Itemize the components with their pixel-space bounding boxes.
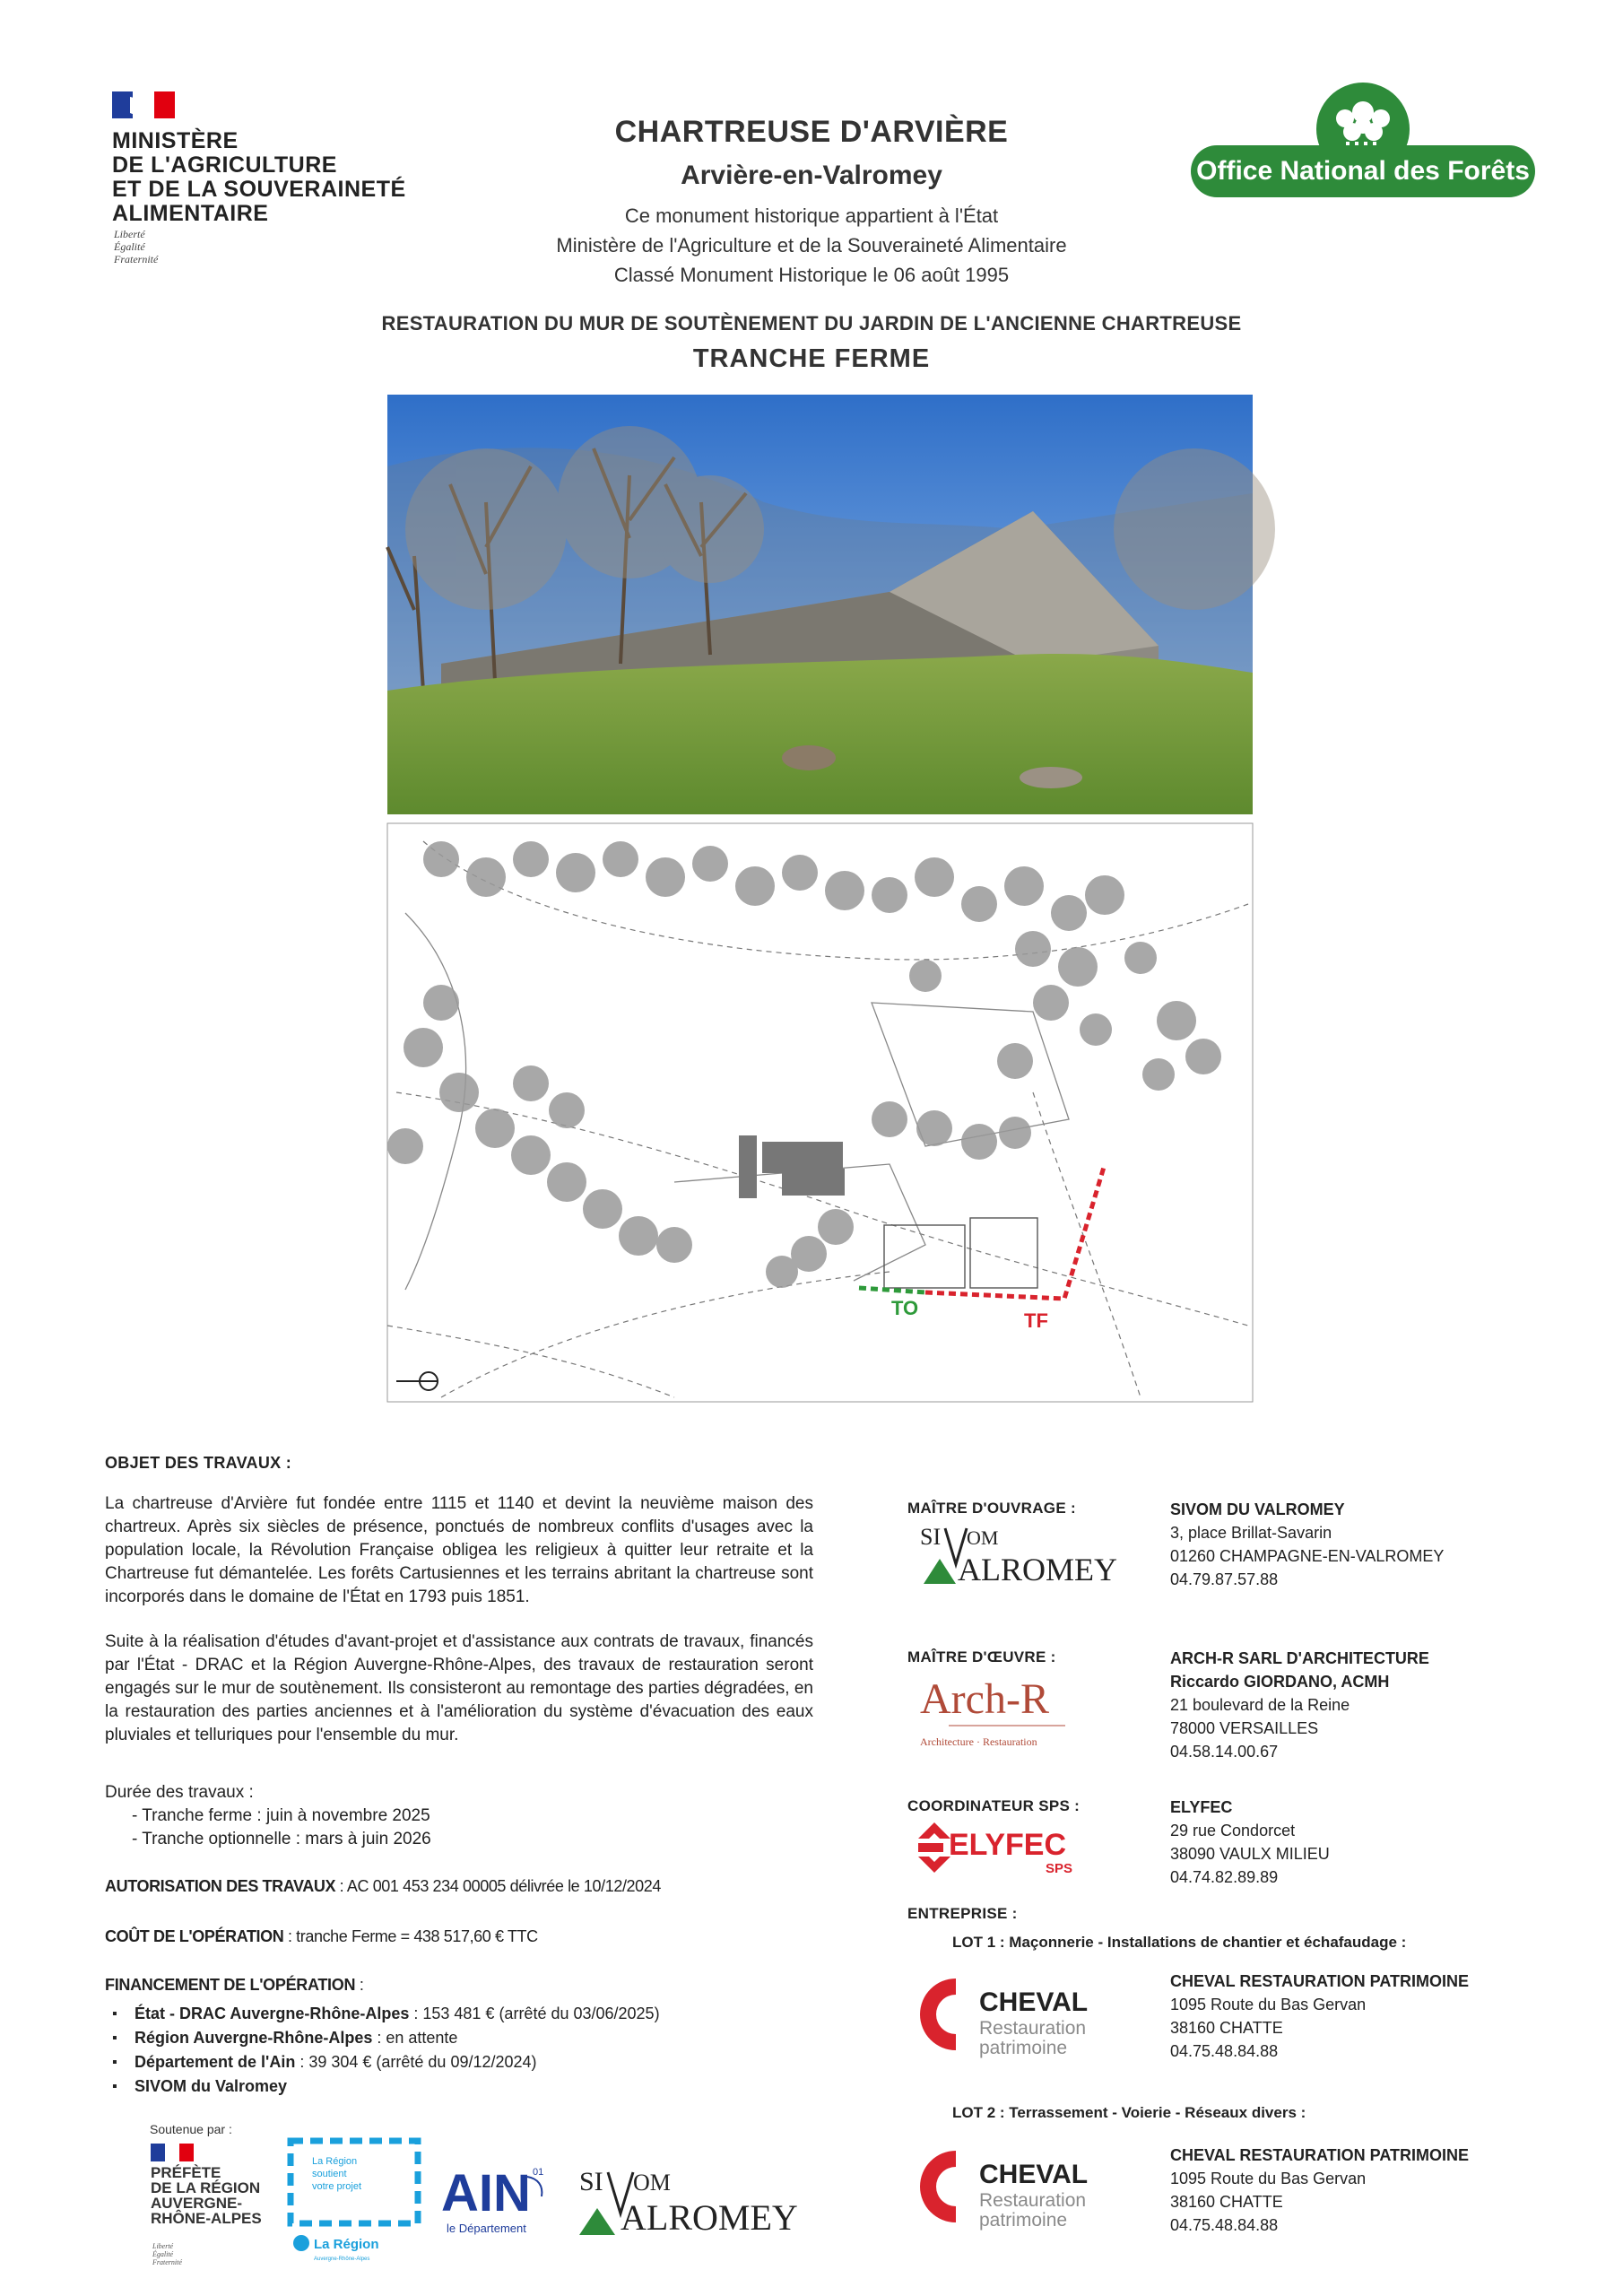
svg-text:ALROMEY: ALROMEY xyxy=(621,2197,798,2238)
svg-text:La Région: La Région xyxy=(312,2156,358,2167)
duree-item: - Tranche optionnelle : mars à juin 2026 xyxy=(132,1830,431,1848)
marianne-logo-icon xyxy=(112,91,175,118)
list-item: ▪ État - DRAC Auvergne-Rhône-Alpes : 153 481 € (arrêté du 03/06/2025) xyxy=(105,2002,813,2026)
maitre-ouvrage-role: MAÎTRE D'OUVRAGE : xyxy=(907,1500,1076,1517)
svg-text:Arch-R: Arch-R xyxy=(920,1675,1049,1723)
lot-2-label: LOT 2 : Terrassement - Voierie - Réseaux divers : xyxy=(952,2104,1306,2121)
prefet-motto: Liberté Égalité Fraternité xyxy=(152,2242,182,2266)
ownership-line: Ce monument historique appartient à l'État xyxy=(624,204,999,227)
coordinateur-role: COORDINATEUR SPS : xyxy=(907,1797,1081,1814)
site-photo xyxy=(387,395,1253,814)
svg-text:soutient: soutient xyxy=(312,2169,347,2179)
svg-text:ALROMEY: ALROMEY xyxy=(958,1552,1117,1587)
svg-text:ELYFEC: ELYFEC xyxy=(949,1828,1067,1862)
lot-1-address: CHEVAL RESTAURATION PATRIMOINE 1095 Route du Bas Gervan 38160 CHATTE 04.75.48.84.88 xyxy=(1170,1972,1469,2060)
svg-text:AIN: AIN xyxy=(441,2164,531,2222)
monument-title: CHARTREUSE D'ARVIÈRE xyxy=(614,115,1009,149)
document-header xyxy=(502,115,1121,287)
ministry-motto: Liberté Égalité Fraternité xyxy=(114,228,159,265)
soutenue-label: Soutenue par : xyxy=(150,2122,232,2136)
maitre-oeuvre-role: MAÎTRE D'ŒUVRE : xyxy=(907,1648,1056,1665)
cout-line: COÛT DE L'OPÉRATION : tranche Ferme = 438 517,60 € TTC xyxy=(105,1927,538,1945)
svg-text:Office National des Forêts: Office National des Forêts xyxy=(1196,156,1530,186)
autorisation-line: AUTORISATION DES TRAVAUX : AC 001 453 234 00005 délivrée le 10/12/2024 xyxy=(105,1877,661,1895)
onf-logo xyxy=(1188,83,1538,213)
svg-text:SPS: SPS xyxy=(1046,1861,1073,1876)
ministry-line: Ministère de l'Agriculture et de la Souveraineté Alimentaire xyxy=(556,234,1067,257)
svg-text:TO: TO xyxy=(891,1297,919,1319)
duree-label: Durée des travaux : xyxy=(105,1783,254,1802)
svg-text:SI: SI xyxy=(579,2167,603,2196)
lot-2-address: CHEVAL RESTAURATION PATRIMOINE 1095 Route du Bas Gervan 38160 CHATTE 04.75.48.84.88 xyxy=(1170,2146,1469,2234)
arch-r-logo xyxy=(913,1670,1101,1752)
monument-place: Arvière-en-Valromey xyxy=(681,161,942,190)
sivom-logo xyxy=(915,1521,1117,1593)
site-plan xyxy=(387,823,1253,1402)
financement-title: FINANCEMENT DE L'OPÉRATION : xyxy=(105,1976,364,1994)
svg-text:01: 01 xyxy=(533,2167,544,2178)
list-item: ▪ Département de l'Ain : 39 304 € (arrêté du 09/12/2024) xyxy=(105,2050,813,2074)
entreprise-label: ENTREPRISE : xyxy=(907,1905,1018,1922)
region-logo xyxy=(287,2137,421,2265)
svg-text:CHEVAL: CHEVAL xyxy=(979,1987,1089,2017)
svg-text:le Département: le Département xyxy=(447,2222,526,2235)
svg-text:OM: OM xyxy=(967,1526,999,1549)
svg-text:Architecture · Restauration: Architecture · Restauration xyxy=(920,1735,1037,1748)
svg-text:Restauration: Restauration xyxy=(979,2190,1087,2211)
svg-text:OM: OM xyxy=(633,2170,671,2196)
svg-text:TF: TF xyxy=(1024,1309,1048,1332)
list-item: ▪ SIVOM du Valromey xyxy=(105,2074,813,2099)
maitre-ouvrage-address: SIVOM DU VALROMEY 3, place Brillat-Savarin 01260 CHAMPAGNE-EN-VALROMEY 04.79.87.57.88 xyxy=(1170,1500,1445,1588)
tranche-title: TRANCHE FERME xyxy=(692,344,931,373)
duree-item: - Tranche ferme : juin à novembre 2025 xyxy=(132,1806,430,1825)
project-subtitle: RESTAURATION DU MUR DE SOUTÈNEMENT DU JARDIN DE L'ANCIENNE CHARTREUSE xyxy=(381,312,1242,335)
lot-1-label: LOT 1 : Maçonnerie - Installations de chantier et échafaudage : xyxy=(952,1934,1407,1951)
svg-text:Auvergne-Rhône-Alpes: Auvergne-Rhône-Alpes xyxy=(314,2257,370,2262)
svg-text:patrimoine: patrimoine xyxy=(979,2210,1068,2231)
elyfec-logo xyxy=(915,1819,1094,1876)
sivom-logo xyxy=(570,2161,798,2247)
cheval-logo xyxy=(916,1971,1105,2057)
objet-title: OBJET DES TRAVAUX : xyxy=(105,1454,292,1472)
svg-text:Restauration: Restauration xyxy=(979,2018,1087,2039)
svg-text:SI: SI xyxy=(920,1524,942,1550)
svg-text:votre projet: votre projet xyxy=(312,2181,362,2192)
classification-line: Classé Monument Historique le 06 août 1995 xyxy=(613,264,1010,286)
ain-logo xyxy=(438,2157,552,2239)
coordinateur-address: ELYFEC 29 rue Condorcet 38090 VAULX MILIEU 04.74.82.89.89 xyxy=(1170,1798,1330,1886)
objet-paragraph-1: La chartreuse d'Arvière fut fondée entre 1115 et 1140 et devint la neuvième maison des chartreux. Après six siècles de présence, ponctués de nombreux conflits d'usages avec la population locale, la Révolution Française obligea les religieux à quitter leur retraite et la Chartreuse fut démantelée. Les forêts Cartusiennes et les terrains abritant la chartreuse sont incorporés dans le domaine de l'État en 1793 puis 1851. xyxy=(105,1494,813,1606)
list-item: ▪ Région Auvergne-Rhône-Alpes : en attente xyxy=(105,2026,813,2050)
maitre-oeuvre-address: ARCH-R SARL D'ARCHITECTURE Riccardo GIORDANO, ACMH 21 boulevard de la Reine 78000 VERSAILLES 04.58.14.00.67 xyxy=(1170,1649,1429,1761)
marianne-logo-icon xyxy=(151,2144,194,2161)
svg-text:La Région: La Région xyxy=(314,2237,379,2252)
svg-text:CHEVAL: CHEVAL xyxy=(979,2160,1089,2189)
svg-text:patrimoine: patrimoine xyxy=(979,2038,1068,2058)
ministry-name: MINISTÈRE DE L'AGRICULTURE ET DE LA SOUVERAINETÉ ALIMENTAIRE xyxy=(112,128,406,226)
duree-section xyxy=(105,1781,813,1851)
cheval-logo xyxy=(916,2144,1105,2230)
prefet-name: PRÉFÈTE DE LA RÉGION AUVERGNE- RHÔNE-ALPES xyxy=(151,2164,262,2227)
financement-list xyxy=(105,2002,813,2099)
objet-paragraph-2: Suite à la réalisation d'études d'avant-projet et d'assistance aux contrats de travaux, financés par l'État - DRAC et la Région Auvergne-Rhône-Alpes, des travaux de restauration seront engagés sur le mur de soutènement. Ils consisteront au remontage des parties dégradées, en la restauration des parties anciennes et à l'amélioration du système d'évacuation des eaux pluviales et telluriques pour l'ensemble du mur. xyxy=(105,1632,813,1744)
